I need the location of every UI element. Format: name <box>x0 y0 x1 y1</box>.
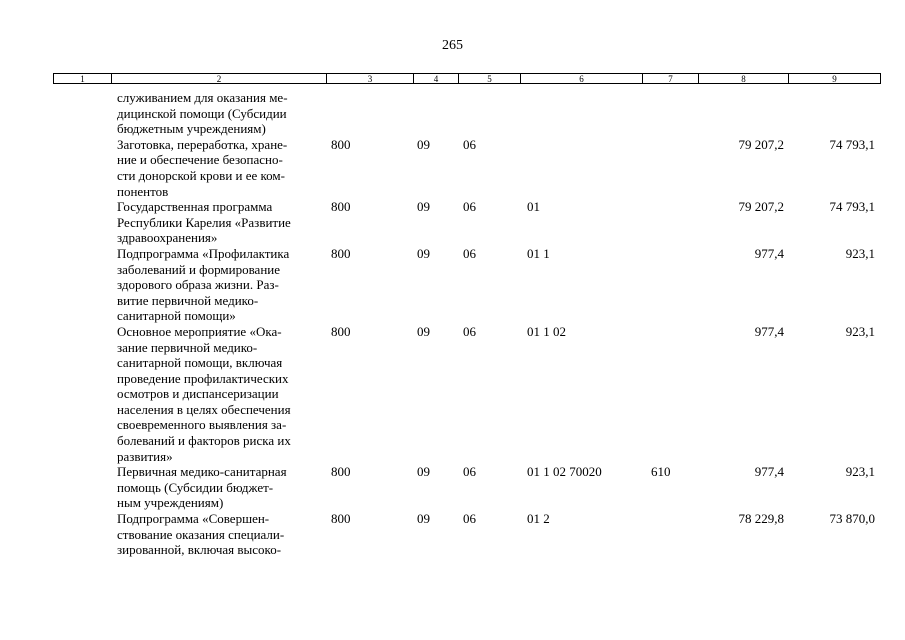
cell-col-3: 800 <box>331 245 351 261</box>
header-col-6: 6 <box>521 74 643 83</box>
row-name-line: служиванием для оказания ме- <box>117 90 288 105</box>
row-name <box>117 246 327 324</box>
table-row <box>0 511 905 558</box>
table-row <box>0 464 905 511</box>
row-name-line: санитарной помощи» <box>117 308 236 324</box>
row-name-line: санитарной помощи, включая <box>117 355 283 371</box>
row-name <box>117 464 327 511</box>
table-row <box>0 137 905 199</box>
header-col-5: 5 <box>459 74 521 83</box>
table-row <box>0 324 905 464</box>
header-col-8: 8 <box>699 74 789 83</box>
cell-col-8: 977,4 <box>754 464 784 480</box>
cell-col-8: 78 229,8 <box>738 511 784 527</box>
row-name-line: проведение профилактических <box>117 370 289 386</box>
row-name <box>117 137 327 199</box>
row-name-line: Подпрограмма «Профилактика <box>117 245 290 261</box>
cell-col-4: 09 <box>417 464 430 480</box>
cell-col-8: 79 207,2 <box>738 136 784 152</box>
cell-col-9: 923,1 <box>845 323 875 339</box>
cell-col-6: 01 2 <box>527 511 550 527</box>
cell-col-3: 800 <box>331 199 351 215</box>
cell-col-9: 74 793,1 <box>829 199 875 215</box>
table-row <box>0 90 905 137</box>
row-name-line: витие первичной медико- <box>117 292 259 308</box>
row-name-line: бюджетным учреждениям) <box>117 121 266 137</box>
row-name-line: ние и обеспечение безопасно- <box>117 152 283 168</box>
cell-col-5: 06 <box>463 245 476 261</box>
page-number: 265 <box>442 38 463 53</box>
row-name-line: здравоохранения» <box>117 230 218 246</box>
cell-col-9: 74 793,1 <box>829 136 875 152</box>
row-name <box>117 199 327 246</box>
row-name-line: зание первичной медико- <box>117 339 258 355</box>
header-col-3: 3 <box>327 74 414 83</box>
row-name-line: населения в целях обеспечения <box>117 401 291 417</box>
row-name-line: осмотров и диспансеризации <box>117 386 279 402</box>
cell-col-4: 09 <box>417 511 430 527</box>
row-name-line: заболеваний и формирование <box>117 261 281 277</box>
row-name <box>117 511 327 558</box>
table-header <box>53 73 881 84</box>
cell-col-6: 01 1 <box>527 245 550 261</box>
row-name-line: Первичная медико-санитарная <box>117 464 287 480</box>
row-name-line: дицинской помощи (Субсидии <box>117 105 287 121</box>
row-name-line: сти донорской крови и ее ком- <box>117 167 285 183</box>
cell-col-4: 09 <box>417 136 430 152</box>
row-name-line: своевременного выявления за- <box>117 417 287 433</box>
cell-col-8: 79 207,2 <box>738 199 784 215</box>
cell-col-9: 923,1 <box>845 245 875 261</box>
row-name-line: понентов <box>117 183 169 199</box>
header-col-7: 7 <box>643 74 699 83</box>
table-row <box>0 246 905 324</box>
row-name-line: здорового образа жизни. Раз- <box>117 277 279 293</box>
row-name-line: Республики Карелия «Развитие <box>117 214 291 230</box>
cell-col-3: 800 <box>331 136 351 152</box>
row-name <box>117 324 327 464</box>
row-name-line: ствование оказания специали- <box>117 526 285 542</box>
cell-col-5: 06 <box>463 136 476 152</box>
header-col-1: 1 <box>54 74 112 83</box>
row-name-line: Заготовка, переработка, хране- <box>117 136 288 152</box>
row-name-line: помощь (Субсидии бюджет- <box>117 479 274 495</box>
table-row <box>0 199 905 246</box>
cell-col-5: 06 <box>463 199 476 215</box>
cell-col-8: 977,4 <box>754 323 784 339</box>
row-name-line: Основное мероприятие «Ока- <box>117 323 282 339</box>
header-col-4: 4 <box>414 74 459 83</box>
row-name-line: болеваний и факторов риска их <box>117 433 291 449</box>
cell-col-9: 923,1 <box>845 464 875 480</box>
cell-col-5: 06 <box>463 464 476 480</box>
cell-col-6: 01 1 02 <box>527 323 566 339</box>
row-name-line: Подпрограмма «Совершен- <box>117 511 270 527</box>
cell-col-3: 800 <box>331 511 351 527</box>
header-col-2: 2 <box>112 74 327 83</box>
cell-col-7: 610 <box>651 464 671 480</box>
row-name <box>117 90 327 137</box>
cell-col-6: 01 <box>527 199 540 215</box>
cell-col-8: 977,4 <box>754 245 784 261</box>
cell-col-5: 06 <box>463 511 476 527</box>
cell-col-3: 800 <box>331 323 351 339</box>
row-name-line: Государственная программа <box>117 199 273 215</box>
cell-col-4: 09 <box>417 323 430 339</box>
cell-col-4: 09 <box>417 245 430 261</box>
row-name-line: ным учреждениям) <box>117 495 224 511</box>
cell-col-9: 73 870,0 <box>829 511 875 527</box>
cell-col-4: 09 <box>417 199 430 215</box>
row-name-line: развития» <box>117 448 173 464</box>
cell-col-6: 01 1 02 70020 <box>527 464 602 480</box>
cell-col-5: 06 <box>463 323 476 339</box>
cell-col-3: 800 <box>331 464 351 480</box>
header-col-9: 9 <box>832 74 837 84</box>
table-body <box>0 90 905 558</box>
row-name-line: зированной, включая высоко- <box>117 542 282 558</box>
